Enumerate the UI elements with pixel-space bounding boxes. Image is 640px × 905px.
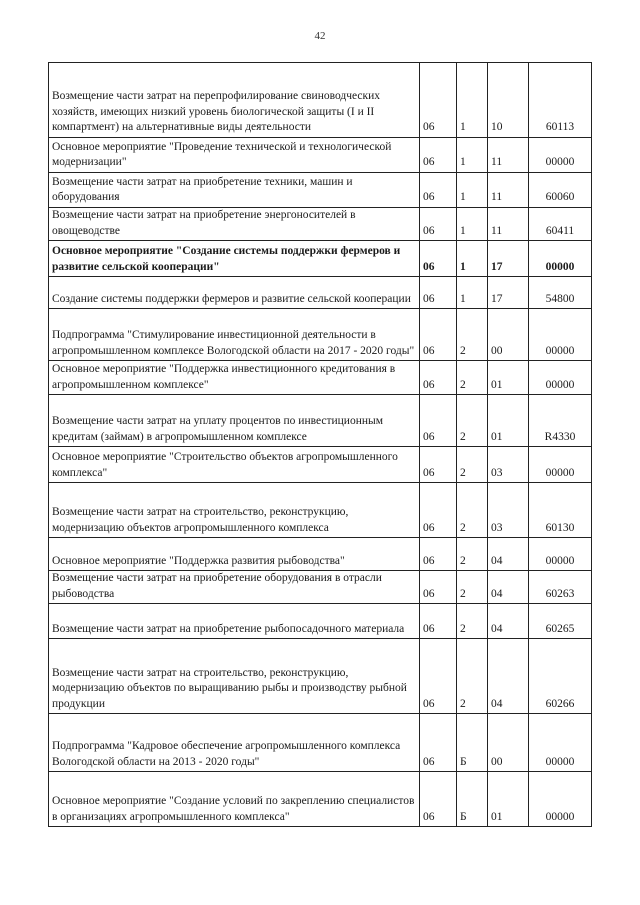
row-name: Основное мероприятие "Создание системы поддержки фермеров и развитие сельской кооперации" — [49, 241, 420, 277]
row-name: Подпрограмма "Стимулирование инвестиционной деятельности в агропромышленном комплексе Вологодской области на 2017 - 2020 годы" — [49, 309, 420, 361]
code-subprogram: 1 — [457, 208, 488, 241]
budget-classification-table — [48, 62, 592, 827]
row-name: Возмещение части затрат на строительство, реконструкцию, модернизацию объектов по выращиванию рыбы и производству рыбной продукции — [49, 639, 420, 714]
code-subprogram: Б — [457, 772, 488, 827]
code-event: 01 — [488, 772, 529, 827]
code-section: 06 — [420, 483, 457, 538]
code-event: 04 — [488, 538, 529, 571]
code-direction: 00000 — [529, 772, 592, 827]
code-section: 06 — [420, 395, 457, 447]
code-section: 06 — [420, 208, 457, 241]
code-event: 01 — [488, 361, 529, 395]
code-direction: 60263 — [529, 571, 592, 604]
row-name: Возмещение части затрат на уплату процентов по инвестиционным кредитам (займам) в агропромышленном комплексе — [49, 395, 420, 447]
row-name: Основное мероприятие "Поддержка инвестиционного кредитования в агропромышленном комплексе" — [49, 361, 420, 395]
row-name: Возмещение части затрат на приобретение рыбопосадочного материала — [49, 604, 420, 639]
row-name: Основное мероприятие "Поддержка развития рыбоводства" — [49, 538, 420, 571]
row-name: Возмещение части затрат на приобретение оборудования в отрасли рыбоводства — [49, 571, 420, 604]
code-event: 11 — [488, 138, 529, 173]
code-section: 06 — [420, 714, 457, 772]
code-direction: 00000 — [529, 447, 592, 483]
code-section: 06 — [420, 309, 457, 361]
code-subprogram: 1 — [457, 277, 488, 309]
code-event: 11 — [488, 173, 529, 208]
table-row — [49, 447, 592, 483]
code-event: 00 — [488, 714, 529, 772]
row-name: Основное мероприятие "Создание условий по закреплению специалистов в организациях агропромышленного комплекса" — [49, 772, 420, 827]
code-direction: 00000 — [529, 138, 592, 173]
table-row — [49, 538, 592, 571]
row-name: Возмещение части затрат на строительство, реконструкцию, модернизацию объектов агропромышленного комплекса — [49, 483, 420, 538]
table-row — [49, 571, 592, 604]
table-row — [49, 208, 592, 241]
code-section: 06 — [420, 138, 457, 173]
row-name: Подпрограмма "Кадровое обеспечение агропромышленного комплекса Вологодской области на 2013 - 2020 годы" — [49, 714, 420, 772]
code-subprogram: 1 — [457, 241, 488, 277]
code-event: 04 — [488, 639, 529, 714]
page-number: 42 — [314, 30, 326, 42]
table-row — [49, 639, 592, 714]
code-direction: R4330 — [529, 395, 592, 447]
code-event: 03 — [488, 483, 529, 538]
code-direction: 60113 — [529, 63, 592, 138]
code-event: 03 — [488, 447, 529, 483]
code-subprogram: 2 — [457, 639, 488, 714]
code-section: 06 — [420, 772, 457, 827]
code-direction: 60266 — [529, 639, 592, 714]
code-direction: 60060 — [529, 173, 592, 208]
code-subprogram: 1 — [457, 173, 488, 208]
code-event: 00 — [488, 309, 529, 361]
code-direction: 00000 — [529, 714, 592, 772]
row-name: Возмещение части затрат на приобретение энергоносителей в овощеводстве — [49, 208, 420, 241]
code-subprogram: 2 — [457, 447, 488, 483]
table-row — [49, 395, 592, 447]
code-direction: 00000 — [529, 361, 592, 395]
code-section: 06 — [420, 277, 457, 309]
table-row — [49, 277, 592, 309]
code-subprogram: 2 — [457, 571, 488, 604]
code-event: 01 — [488, 395, 529, 447]
table-row — [49, 483, 592, 538]
code-section: 06 — [420, 63, 457, 138]
code-subprogram: 2 — [457, 538, 488, 571]
table-row — [49, 63, 592, 138]
table-row — [49, 714, 592, 772]
code-direction: 60265 — [529, 604, 592, 639]
code-event: 04 — [488, 604, 529, 639]
code-direction: 00000 — [529, 309, 592, 361]
code-subprogram: 2 — [457, 604, 488, 639]
table-row — [49, 138, 592, 173]
code-section: 06 — [420, 447, 457, 483]
code-subprogram: 2 — [457, 395, 488, 447]
table-row — [49, 772, 592, 827]
table-row — [49, 604, 592, 639]
row-name: Возмещение части затрат на приобретение техники, машин и оборудования — [49, 173, 420, 208]
code-event: 17 — [488, 241, 529, 277]
table-row — [49, 309, 592, 361]
row-name: Возмещение части затрат на перепрофилирование свиноводческих хозяйств, имеющих низкий уровень биологической защиты (I и II компартмент) на альтернативные виды деятельности — [49, 63, 420, 138]
code-direction: 54800 — [529, 277, 592, 309]
table-row — [49, 361, 592, 395]
code-subprogram: 1 — [457, 63, 488, 138]
table-row — [49, 241, 592, 277]
code-event: 10 — [488, 63, 529, 138]
code-direction: 60411 — [529, 208, 592, 241]
code-subprogram: 2 — [457, 483, 488, 538]
code-direction: 60130 — [529, 483, 592, 538]
code-event: 11 — [488, 208, 529, 241]
code-subprogram: 1 — [457, 138, 488, 173]
code-section: 06 — [420, 241, 457, 277]
row-name: Основное мероприятие "Проведение технической и технологической модернизации" — [49, 138, 420, 173]
code-section: 06 — [420, 604, 457, 639]
code-subprogram: Б — [457, 714, 488, 772]
code-subprogram: 2 — [457, 309, 488, 361]
code-section: 06 — [420, 639, 457, 714]
row-name: Создание системы поддержки фермеров и развитие сельской кооперации — [49, 277, 420, 309]
table-row — [49, 173, 592, 208]
code-section: 06 — [420, 571, 457, 604]
code-section: 06 — [420, 361, 457, 395]
row-name: Основное мероприятие "Строительство объектов агропромышленного комплекса" — [49, 447, 420, 483]
code-event: 04 — [488, 571, 529, 604]
code-event: 17 — [488, 277, 529, 309]
code-section: 06 — [420, 173, 457, 208]
code-subprogram: 2 — [457, 361, 488, 395]
code-section: 06 — [420, 538, 457, 571]
code-direction: 00000 — [529, 241, 592, 277]
code-direction: 00000 — [529, 538, 592, 571]
